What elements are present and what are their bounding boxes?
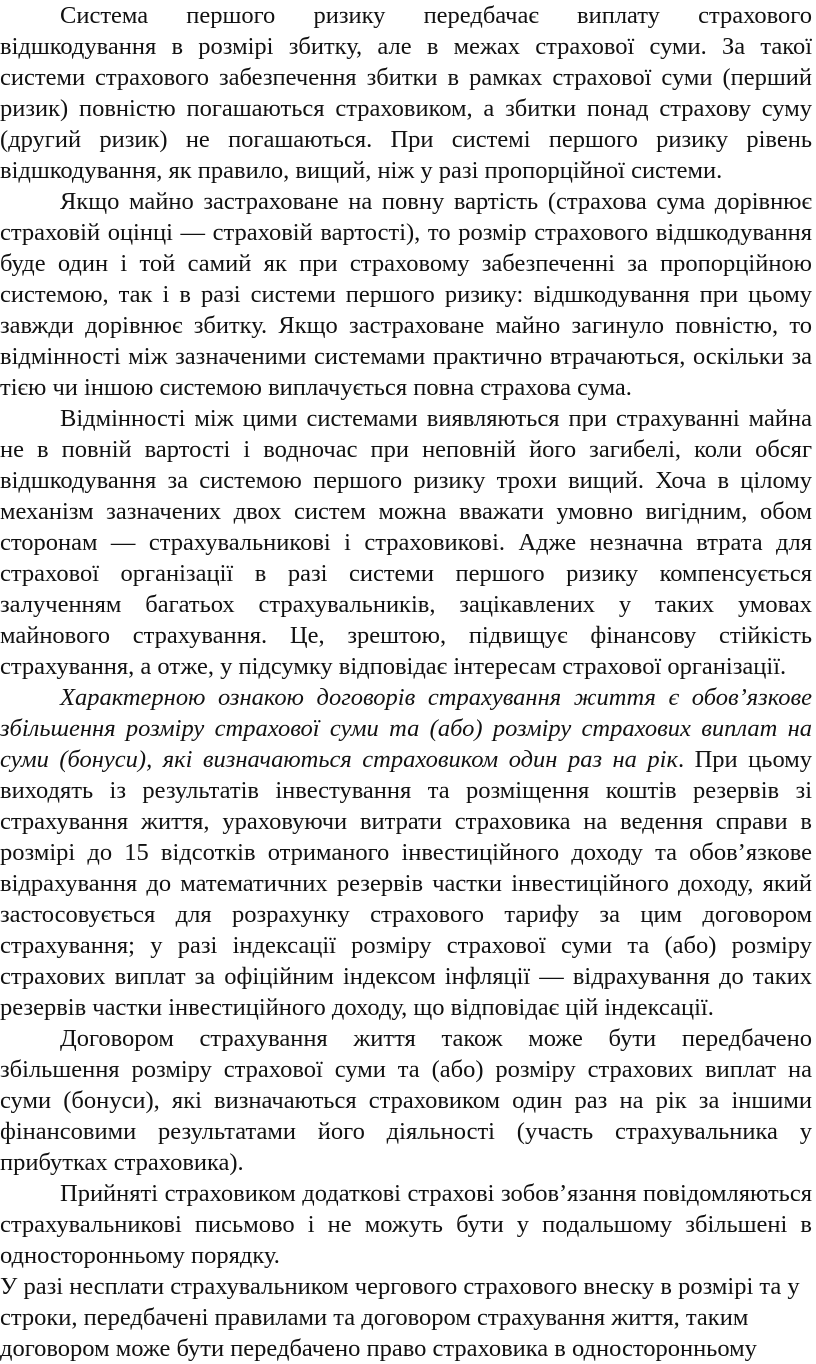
italic-emphasis-text: Характерною ознакою договорів страхування життя є обов’язкове збільшення розміру страхової суми та (або) розміру страхових виплат на суми (бонуси), які визначаються страховиком один раз на рік bbox=[0, 684, 812, 773]
paragraph-life-insurance-feature bbox=[0, 682, 812, 1023]
paragraph-additional-obligations: Прийняті страховиком додаткові страхові зобов’язання повідомляються страхувальникові письмово і не можуть бути у подальшому збільшені в односторонньому порядку. bbox=[0, 1180, 812, 1269]
paragraph-bonus-increase: Договором страхування життя також може бути передбачено збільшення розміру страхової суми та (або) розміру страхових виплат на суми (бонуси), які визначаються страховиком один раз на рік за іншими фінансовими результатами його діяльності (участь страхувальника у прибутках страховика). bbox=[0, 1025, 812, 1176]
paragraph-systems-differences: Відмінності між цими системами виявляються при страхуванні майна не в повній вартості і водночас при неповній його загибелі, коли обсяг відшкодування за системою першого ризику трохи вищий. Хоча в цілому механізм зазначених двох систем можна вважати умовно вигідним, обом сторонам — страхувальникові і страховикові. Адже незначна втрата для страхової організації в разі системи першого ризику компенсується залученням багатьох страхувальників, зацікавлених у таких умовах майнового страхування. Це, зрештою, підвищує фінансову стійкість страхування, а отже, у підсумку відповідає інтересам страхової організації. bbox=[0, 405, 812, 680]
paragraph-nonpayment: У разі несплати страхувальником чергового страхового внеску в розмірі та у строки, передбачені правилами та договором страхування життя, таким договором може бути передбачено право страховика в односторонньому bbox=[0, 1273, 800, 1362]
paragraph-full-value-insurance: Якщо майно застраховане на повну вартість (страхова сума дорівнює страховій оцінці — страховій вартості), то розмір страхового відшкодування буде один і той самий як при страховому забезпеченні за пропорційною системою, так і в разі системи першого ризику: відшкодування при цьому завжди дорівнює збитку. Якщо застраховане майно загинуло повністю, то відмінності між зазначеними системами практично втрачаються, оскільки за тією чи іншою системою виплачується повна страхова сума. bbox=[0, 188, 812, 401]
paragraph-first-risk-system: Система першого ризику передбачає виплату страхового відшкодування в розмірі збитку, але в межах страхової суми. За такої системи страхового забезпечення збитки в рамках страхової суми (перший ризик) повністю погашаються страховиком, а збитки понад страхову суму (другий ризик) не погашаються. При системі першого ризику рівень відшкодування, як правило, вищий, ніж у разі пропорційної системи. bbox=[0, 2, 812, 184]
paragraph-body-text: . При цьому виходять із результатів інвестування та розміщення коштів резервів зі страхування життя, ураховуючи витрати страховика на ведення справи в розмірі до 15 відсотків отриманого інвестиційного доходу та обов’язкове відрахування до математичних резервів частки інвестиційного доходу, який застосовується для розрахунку страхового тарифу за цим договором страхування; у разі індексації розміру страхової суми та (або) розміру страхових виплат за офіційним індексом інфляції — відрахування до таких резервів частки інвестиційного доходу, що відповідає цій індексації. bbox=[0, 746, 812, 1021]
